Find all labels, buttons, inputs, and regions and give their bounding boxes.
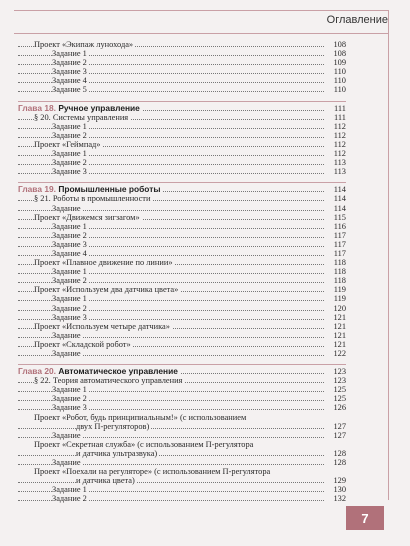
toc-page-number: 113 — [326, 158, 346, 167]
toc-entry-label: § 22. Теория автоматического управления — [34, 376, 183, 386]
toc-entry-label: Задание 5 — [52, 85, 87, 95]
toc-entry-label: Задание 2 — [52, 494, 87, 504]
toc-entry-label: Проект «Движемся зигзагом» — [34, 212, 140, 222]
toc-task-row[interactable] — [18, 240, 346, 249]
toc-cont-row[interactable] — [18, 422, 346, 431]
toc-page-number: 128 — [326, 449, 346, 458]
toc-entry-label: Задание — [52, 458, 81, 468]
toc-project-row[interactable] — [18, 413, 346, 422]
toc-task-row[interactable] — [18, 385, 346, 394]
toc-page-number: 108 — [326, 40, 346, 49]
toc-project-row[interactable] — [18, 467, 346, 476]
toc-page-number: 109 — [326, 58, 346, 67]
chapter-title — [18, 185, 162, 194]
toc-page-number: 118 — [326, 276, 346, 285]
toc-chapter-row[interactable] — [18, 104, 346, 113]
toc-task-row[interactable] — [18, 167, 346, 176]
toc-entry-label: Задание 1 — [52, 221, 87, 231]
page-number: 7 — [346, 506, 384, 530]
toc-task-row[interactable] — [18, 313, 346, 322]
toc-entry-label: Задание 2 — [52, 394, 87, 404]
toc-page-number: 121 — [326, 313, 346, 322]
toc-task-row[interactable] — [18, 85, 346, 94]
right-margin-rule — [388, 10, 389, 500]
toc-entry-label: Задание 2 — [52, 130, 87, 140]
toc-entry-label: Проект «Используем два датчика цвета» — [34, 285, 179, 295]
chapter-rule — [18, 101, 346, 102]
chapter-name: Промышленные роботы — [58, 184, 161, 195]
toc-page-number: 127 — [326, 422, 346, 431]
toc-project-row[interactable] — [18, 258, 346, 267]
chapter-name: Автоматическое управление — [58, 366, 178, 377]
toc-section-row[interactable] — [18, 194, 346, 203]
toc-entry-label: Задание — [52, 349, 81, 358]
toc-page-number: 125 — [326, 385, 346, 394]
toc-page-number: 112 — [326, 122, 346, 131]
toc-task-row[interactable] — [18, 349, 346, 358]
chapter-name: Ручное управление — [58, 102, 140, 113]
toc-entry-label: Задание 2 — [52, 303, 87, 313]
toc-cont-row[interactable] — [18, 476, 346, 485]
chapter-number: Глава 20. — [18, 366, 56, 377]
toc-task-row[interactable] — [18, 403, 346, 412]
toc-page-number: 113 — [326, 167, 346, 176]
toc-entry-label: Задание 4 — [52, 76, 87, 86]
toc-section-row[interactable] — [18, 376, 346, 385]
header-divider — [14, 33, 388, 34]
toc-page-number: 127 — [326, 431, 346, 440]
toc-page-number: 119 — [326, 294, 346, 303]
toc-task-row[interactable] — [18, 458, 346, 467]
leader-dots — [18, 455, 324, 456]
toc-task-row[interactable] — [18, 485, 346, 494]
toc-page-number: 110 — [326, 67, 346, 76]
toc-section-row[interactable] — [18, 113, 346, 122]
toc-page-number: 117 — [326, 231, 346, 240]
toc-entry-label: Задание 3 — [52, 239, 87, 249]
toc-page-number: 122 — [326, 349, 346, 358]
toc-entry-label: Задание 3 — [52, 167, 87, 177]
toc-task-row[interactable] — [18, 267, 346, 276]
toc-page-number: 111 — [326, 113, 346, 122]
toc-task-row[interactable] — [18, 67, 346, 76]
toc-entry-label: Задание 2 — [52, 276, 87, 286]
toc-task-row[interactable] — [18, 131, 346, 140]
toc-page-number: 117 — [326, 249, 346, 258]
toc-page-number: 125 — [326, 394, 346, 403]
toc-cont-row[interactable] — [18, 449, 346, 458]
chapter-title — [18, 104, 142, 113]
toc-page-number: 115 — [326, 213, 346, 222]
toc-task-row[interactable] — [18, 494, 346, 503]
toc-entry-label: Задание 3 — [52, 403, 87, 413]
toc-project-row[interactable] — [18, 285, 346, 294]
toc-entry-label: Задание 4 — [52, 248, 87, 258]
toc-entry-label: Задание 1 — [52, 121, 87, 131]
toc-page-number: 110 — [326, 85, 346, 94]
toc-page-number: 121 — [326, 322, 346, 331]
toc-task-row[interactable] — [18, 76, 346, 85]
toc-project-row[interactable] — [18, 213, 346, 222]
toc-page-number: 118 — [326, 267, 346, 276]
toc-page-number: 129 — [326, 476, 346, 485]
toc-page-number: 118 — [326, 258, 346, 267]
toc-entry-label: Задание 2 — [52, 158, 87, 168]
toc-page-number: 108 — [326, 49, 346, 58]
chapter-number: Глава 18. — [18, 102, 56, 113]
toc-task-row[interactable] — [18, 276, 346, 285]
toc-page-number: 128 — [326, 458, 346, 467]
toc-entry-label: Задание 1 — [52, 267, 87, 277]
toc-task-row[interactable] — [18, 122, 346, 131]
toc-entry-label: Задание 3 — [52, 312, 87, 322]
toc-page-number: 123 — [326, 376, 346, 385]
toc-task-row[interactable] — [18, 222, 346, 231]
toc-entry-label: Задание — [52, 203, 81, 213]
toc-page-number: 116 — [326, 222, 346, 231]
toc-page-number: 119 — [326, 285, 346, 294]
toc-page-number: 111 — [326, 104, 346, 113]
toc-entry-label: Задание 1 — [52, 385, 87, 395]
toc-entry-label: Задание — [52, 330, 81, 340]
toc-entry-label: Проект «Используем четыре датчика» — [34, 321, 170, 331]
toc-page-number: 117 — [326, 240, 346, 249]
toc-project-row[interactable] — [18, 40, 346, 49]
toc-entry-label: Проект «Робот, будь принципиальным!» (с использованием — [34, 412, 247, 422]
toc-project-row[interactable] — [18, 322, 346, 331]
toc-page-number: 123 — [326, 367, 346, 376]
toc-entry-label: § 20. Системы управления — [34, 112, 129, 122]
toc-entry-label: Задание 2 — [52, 58, 87, 68]
toc-page-number: 114 — [326, 185, 346, 194]
chapter-rule — [18, 182, 346, 183]
toc-entry-label: и датчика ультразвука) — [76, 448, 158, 458]
toc-task-row[interactable] — [18, 394, 346, 403]
table-of-contents — [18, 40, 346, 504]
toc-task-row[interactable] — [18, 304, 346, 313]
toc-entry-label: Задание 1 — [52, 485, 87, 495]
chapter-title — [18, 367, 180, 376]
toc-entry-label: Задание 2 — [52, 230, 87, 240]
chapter-number: Глава 19. — [18, 184, 56, 195]
toc-task-row[interactable] — [18, 204, 346, 213]
toc-page-number: 112 — [326, 131, 346, 140]
toc-entry-label: Задание 3 — [52, 67, 87, 77]
leader-dots — [18, 482, 324, 483]
toc-task-row[interactable] — [18, 331, 346, 340]
toc-entry-label: Проект «Плавное движение по линии» — [34, 258, 173, 268]
toc-chapter-row[interactable] — [18, 185, 346, 194]
toc-page-number: 121 — [326, 331, 346, 340]
toc-project-row[interactable] — [18, 440, 346, 449]
page-title: Оглавление — [326, 14, 388, 26]
toc-entry-label: Проект «Геймпад» — [34, 139, 101, 149]
toc-task-row[interactable] — [18, 231, 346, 240]
toc-entry-label: и датчика цвета) — [76, 476, 135, 486]
toc-page-number: 112 — [326, 149, 346, 158]
toc-task-row[interactable] — [18, 49, 346, 58]
toc-entry-label: Проект «Экипаж лунохода» — [34, 40, 134, 49]
toc-chapter-row[interactable] — [18, 367, 346, 376]
toc-entry-label: Проект «Складской робот» — [34, 339, 131, 349]
toc-page-number: 132 — [326, 494, 346, 503]
toc-page-number: 110 — [326, 76, 346, 85]
toc-task-row[interactable] — [18, 294, 346, 303]
toc-entry-label: Задание — [52, 430, 81, 440]
toc-page-number: 126 — [326, 403, 346, 412]
toc-page-number: 112 — [326, 140, 346, 149]
leader-dots — [18, 428, 324, 429]
toc-entry-label: двух П-регуляторов) — [76, 421, 150, 431]
toc-task-row[interactable] — [18, 149, 346, 158]
toc-task-row[interactable] — [18, 158, 346, 167]
toc-entry-label: Задание 1 — [52, 149, 87, 159]
toc-page-number: 130 — [326, 485, 346, 494]
toc-task-row[interactable] — [18, 58, 346, 67]
toc-task-row[interactable] — [18, 431, 346, 440]
toc-entry-label: § 21. Роботы в промышленности — [34, 194, 151, 204]
toc-entry-label: Проект «Секретная служба» (с использованием П-регулятора — [34, 439, 254, 449]
toc-project-row[interactable] — [18, 340, 346, 349]
toc-task-row[interactable] — [18, 249, 346, 258]
toc-page-number: 120 — [326, 304, 346, 313]
toc-page-number: 121 — [326, 340, 346, 349]
toc-entry-label: Задание 1 — [52, 49, 87, 59]
toc-entry-label: Задание 1 — [52, 294, 87, 304]
toc-page-number: 114 — [326, 194, 346, 203]
toc-project-row[interactable] — [18, 140, 346, 149]
chapter-rule — [18, 364, 346, 365]
toc-entry-label: Проект «Поехали на регуляторе» (с использованием П-регулятора — [34, 467, 271, 477]
toc-page-number: 114 — [326, 204, 346, 213]
